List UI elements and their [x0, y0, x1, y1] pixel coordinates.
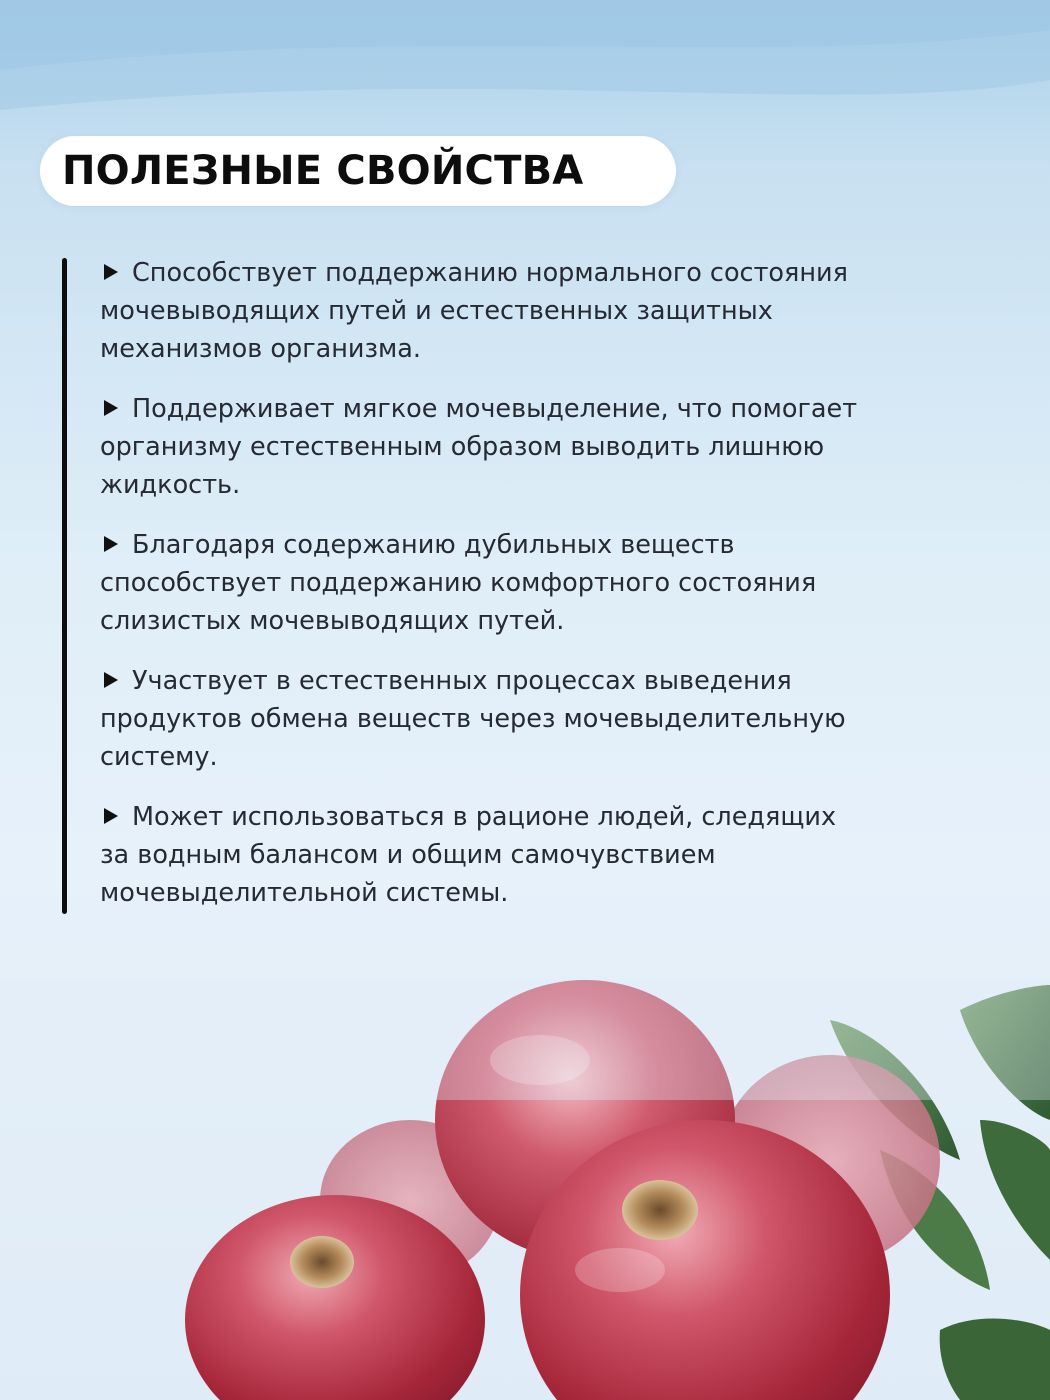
triangle-bullet-icon: [104, 264, 118, 280]
page-title: ПОЛЕЗНЫЕ СВОЙСТВА: [62, 148, 584, 194]
item-line: Поддерживает мягкое мочевыделение, что помогает: [132, 394, 858, 424]
item-line: способствует поддержанию комфортного состояния: [100, 568, 817, 598]
item-line: систему.: [100, 742, 218, 772]
item-line: за водным балансом и общим самочувствием: [100, 840, 716, 870]
item-line: Участвует в естественных процессах выведения: [132, 666, 792, 696]
list-item: [100, 390, 1000, 504]
triangle-bullet-icon: [104, 672, 118, 688]
item-line: мочевыделительной системы.: [100, 878, 509, 908]
accent-bar: [62, 258, 67, 914]
list-item: [100, 798, 1000, 912]
item-line: жидкость.: [100, 470, 241, 500]
item-line: слизистых мочевыводящих путей.: [100, 606, 565, 636]
triangle-bullet-icon: [104, 536, 118, 552]
item-line: Благодаря содержанию дубильных веществ: [132, 530, 735, 560]
item-line: Способствует поддержанию нормального состояния: [132, 258, 848, 288]
list-item: [100, 662, 1000, 776]
triangle-bullet-icon: [104, 808, 118, 824]
item-line: организму естественным образом выводить лишнюю: [100, 432, 825, 462]
item-line: Может использоваться в рационе людей, следящих: [132, 802, 837, 832]
benefits-list: [100, 254, 1000, 934]
list-item: [100, 254, 1000, 368]
item-line: продуктов обмена веществ через мочевыделительную: [100, 704, 846, 734]
triangle-bullet-icon: [104, 400, 118, 416]
item-line: мочевыводящих путей и естественных защитных: [100, 296, 773, 326]
list-item: [100, 526, 1000, 640]
item-line: механизмов организма.: [100, 334, 422, 364]
